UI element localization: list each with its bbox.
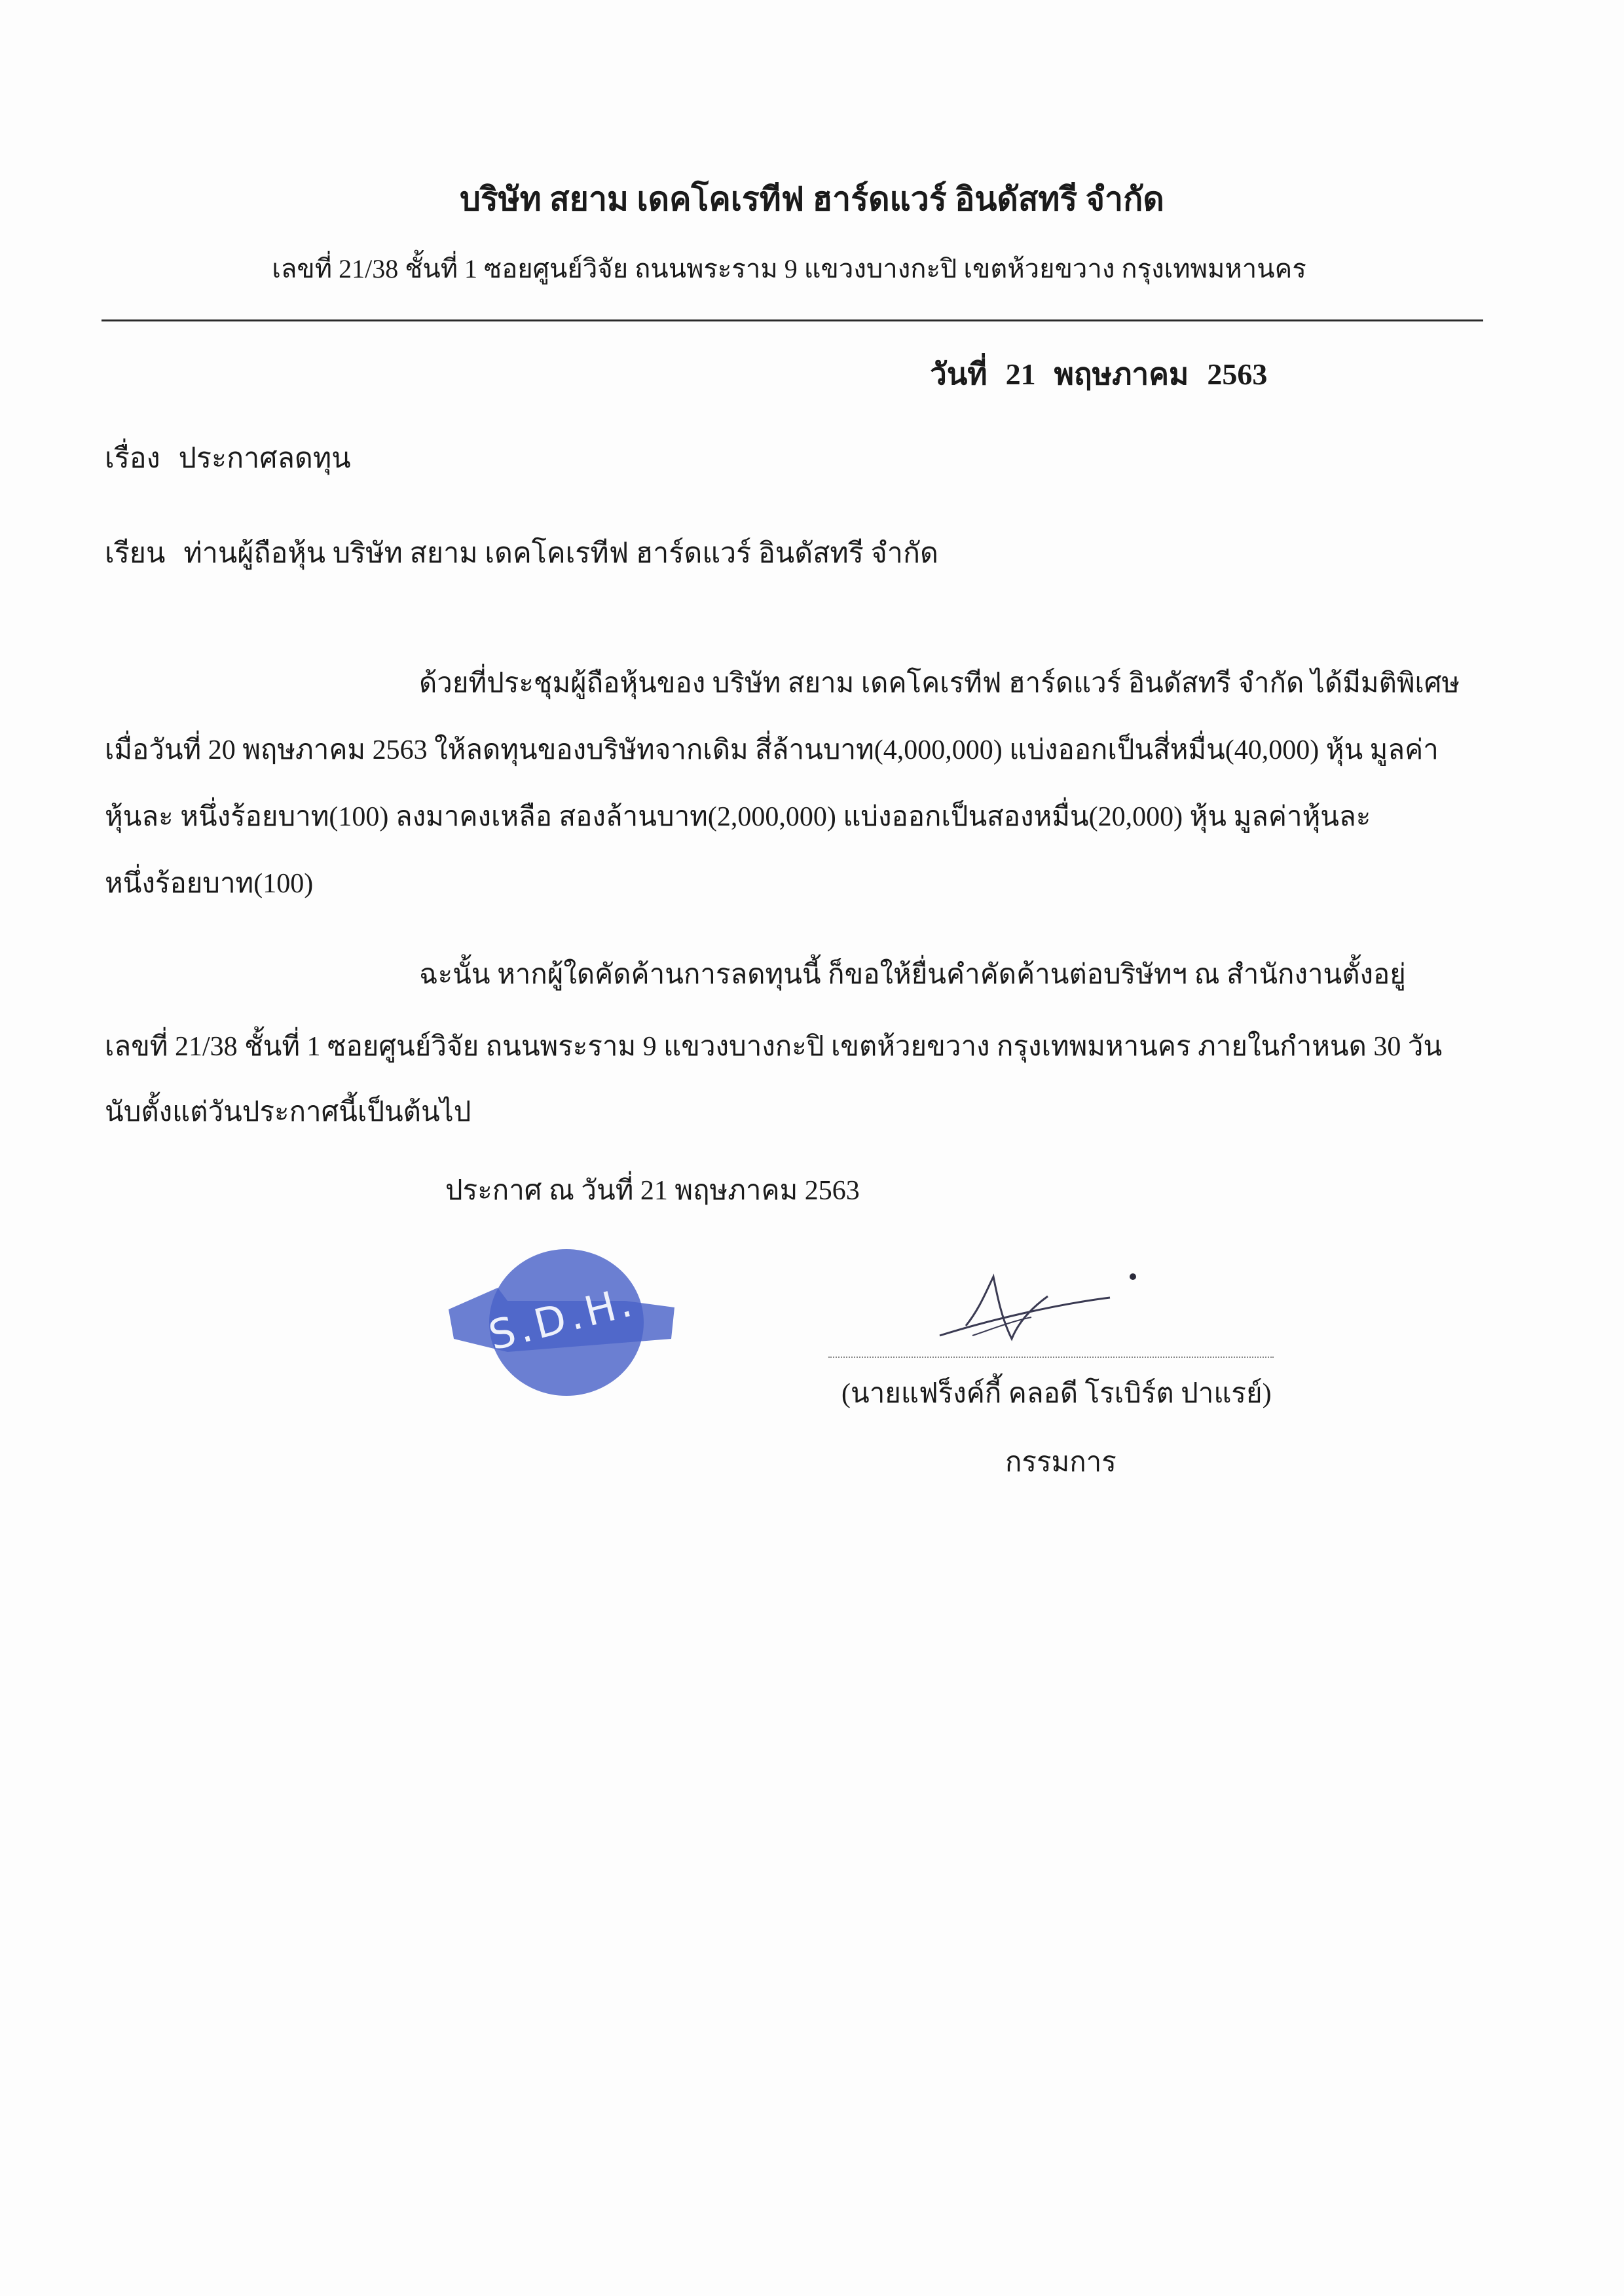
paragraph-2-line: ฉะนั้น หากผู้ใดคัดค้านการลดทุนนี้ ก็ขอให้ยื่นคำคัดค้านต่อบริษัทฯ ณ สำนักงานตั้งอยู่ (419, 960, 1406, 990)
paragraph-1-line: ด้วยที่ประชุมผู้ถือหุ้นของ บริษัท สยาม เดคโคเรทีฟ ฮาร์ดแวร์ อินดัสทรี จำกัด ได้มีมติพิเศษ (419, 668, 1460, 699)
signatory-title: กรรมการ (1005, 1448, 1116, 1478)
paragraph-1-line: หุ้นละ หนึ่งร้อยบาท(100) ลงมาคงเหลือ สองล้านบาท(2,000,000) แบ่งออกเป็นสองหมื่น(20,000) หุ้น มูลค่าหุ้นละ (105, 802, 1371, 832)
date-year: 2563 (1207, 357, 1268, 391)
date-month: พฤษภาคม (1054, 357, 1189, 391)
company-seal-stamp (435, 1241, 678, 1404)
company-name: บริษัท สยาม เดคโคเรทีฟ ฮาร์ดแวร์ อินดัสทรี จำกัด (460, 181, 1164, 217)
paragraph-2-line: เลขที่ 21/38 ชั้นที่ 1 ซอยศูนย์วิจัย ถนนพระราม 9 แขวงบางกะปิ เขตห้วยขวาง กรุงเทพมหานคร ภายในกำหนด 30 วัน (105, 1032, 1443, 1062)
company-address: เลขที่ 21/38 ชั้นที่ 1 ซอยศูนย์วิจัย ถนนพระราม 9 แขวงบางกะปิ เขตห้วยขวาง กรุงเทพมหานคร (272, 254, 1306, 283)
signatory-name: (นายแฟร็งค์กี้ คลอดี โรเบิร์ต ปาแรย์) (841, 1379, 1272, 1409)
paragraph-2-line: นับตั้งแต่วันประกาศนี้เป็นต้นไป (105, 1097, 471, 1127)
seal-text: S.D.H. (484, 1277, 640, 1360)
subject-line (105, 435, 351, 480)
paragraph-1-line: หนึ่งร้อยบาท(100) (105, 869, 314, 899)
salutation-label: เรียน (105, 538, 166, 569)
subject-label: เรื่อง (105, 443, 160, 474)
date-day: 21 (1005, 357, 1036, 391)
signature-line (828, 1357, 1274, 1358)
document-date (930, 350, 1285, 398)
paragraph-1-line: เมื่อวันที่ 20 พฤษภาคม 2563 ให้ลดทุนของบริษัทจากเดิม สี่ล้านบาท(4,000,000) แบ่งออกเป็นสี่หมื่น(40,000) หุ้น มูลค่า (105, 735, 1439, 765)
handwritten-signature (822, 1257, 1293, 1362)
subject-text: ประกาศลดทุน (178, 443, 351, 474)
announcement-date: ประกาศ ณ วันที่ 21 พฤษภาคม 2563 (445, 1176, 860, 1206)
salutation-line (105, 530, 938, 575)
salutation-text: ท่านผู้ถือหุ้น บริษัท สยาม เดคโคเรทีฟ ฮาร์ดแวร์ อินดัสทรี จำกัด (183, 538, 938, 569)
date-label: วันที่ (930, 357, 987, 391)
header-divider (101, 319, 1483, 321)
